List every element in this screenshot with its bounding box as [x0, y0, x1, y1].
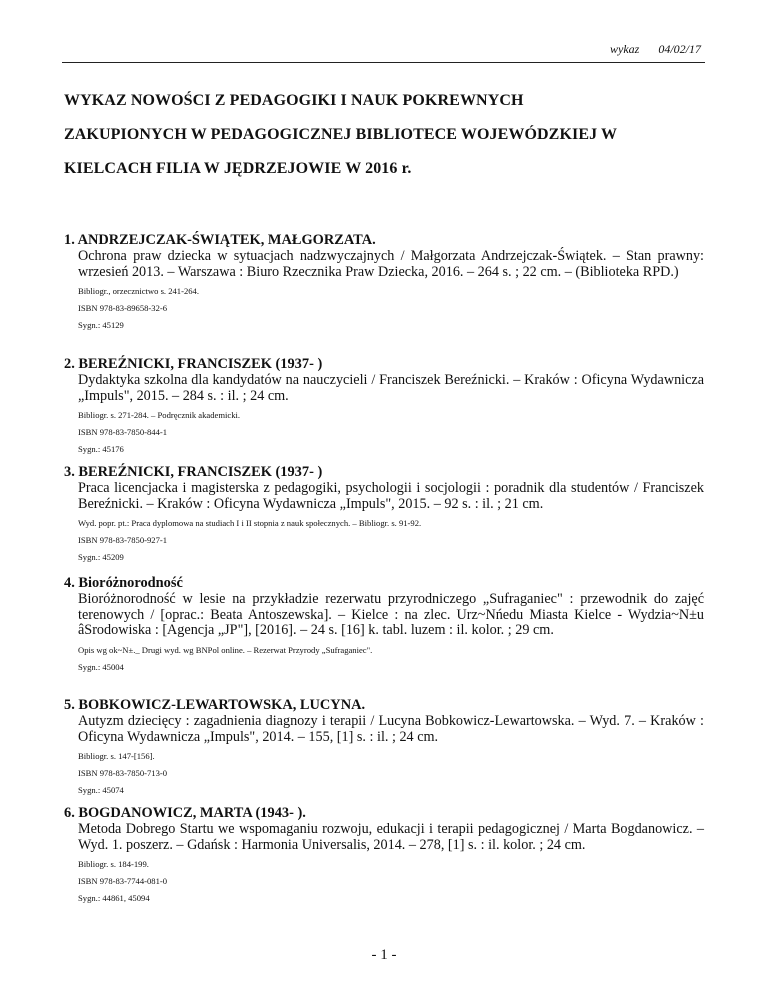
entry-note: Sygn.: 45074 [78, 785, 124, 795]
entry-3 [64, 464, 704, 562]
entry-description: Autyzm dziecięcy : zagadnienia diagnozy i terapii / Lucyna Bobkowicz-Lewartowska. – Wyd. 7. – Kraków : Oficyna Wydawnicza „Impuls", 2014. – 155, [1] s. : il. ; 24 cm. [78, 713, 704, 745]
entry-note: Bibliogr., orzecznictwo s. 241-264. [78, 286, 200, 296]
page-number: - 1 - [371, 947, 397, 963]
entry-description: Bioróżnorodność w lesie na przykładzie rezerwatu przyrodniczego „Sufraganiec" : przewodnik do zajęć terenowych / [oprac.: Beata Antoszewska]. – Kielce : na zlec. Urz~Nńedu Miasta Kielce - Wydzia~N±u âSrodowiska : [Agencja „JP"], [2016]. – 24 s. [16] k. tabl. luzem : il. kolor. ; 29 cm. [78, 591, 704, 638]
header-meta [610, 42, 701, 57]
entry-heading: 1. ANDRZEJCZAK-ŚWIĄTEK, MAŁGORZATA. [64, 232, 376, 248]
entry-note: Bibliogr. s. 184-199. [78, 859, 149, 869]
entry-4 [64, 575, 704, 672]
entry-heading: 6. BOGDANOWICZ, MARTA (1943- ). [64, 805, 306, 821]
entry-note: Sygn.: 45176 [78, 444, 124, 454]
entry-heading: 4. Bioróżnorodność [64, 575, 183, 591]
entry-note: Bibliogr. s. 147-[156]. [78, 751, 155, 761]
title-line-1: WYKAZ NOWOŚCI Z PEDAGOGIKI I NAUK POKREWNYCH [64, 92, 524, 109]
entry-note: Sygn.: 44861, 45094 [78, 893, 150, 903]
title-line-2: ZAKUPIONYCH W PEDAGOGICZNEJ BIBLIOTECE WOJEWÓDZKIEJ W [64, 126, 618, 143]
header-date: 04/02/17 [658, 42, 701, 56]
entry-note: ISBN 978-83-89658-32-6 [78, 303, 168, 313]
entry-description: Metoda Dobrego Startu we wspomaganiu rozwoju, edukacji i terapii pedagogicznej / Marta Bogdanowicz. – Wyd. 1. poszerz. – Gdańsk : Harmonia Universalis, 2014. – 278, [1] s. : il. kolor. ; 24 cm. [78, 821, 704, 853]
entry-note: Bibliogr. s. 271-284. – Podręcznik akademicki. [78, 410, 241, 420]
entry-description: Ochrona praw dziecka w sytuacjach nadzwyczajnych / Małgorzata Andrzejczak-Świątek. – Stan prawny: wrzesień 2013. – Warszawa : Biuro Rzecznika Praw Dziecka, 2016. – 264 s. ; 22 cm. – (Biblioteka RPD.) [78, 248, 704, 280]
entry-heading: 2. BEREŹNICKI, FRANCISZEK (1937- ) [64, 356, 323, 372]
entry-note: Wyd. popr. pt.: Praca dyplomowa na studiach I i II stopnia z nauk społecznych. – Bibliogr. s. 91-92. [78, 518, 422, 528]
entry-heading: 5. BOBKOWICZ-LEWARTOWSKA, LUCYNA. [64, 697, 366, 713]
entry-note: Sygn.: 45129 [78, 320, 124, 330]
entry-description: Praca licencjacka i magisterska z pedagogiki, psychologii i socjologii : poradnik dla studentów / Franciszek Bereźnicki. – Kraków : Oficyna Wydawnicza „Impuls", 2015. – 92 s. : il. ; 21 cm. [78, 480, 704, 512]
entry-1 [64, 232, 704, 330]
entry-note: ISBN 978-83-7850-844-1 [78, 427, 168, 437]
entry-5 [64, 697, 704, 795]
entry-heading: 3. BEREŹNICKI, FRANCISZEK (1937- ) [64, 464, 323, 480]
entry-note: ISBN 978-83-7744-081-0 [78, 876, 168, 886]
entry-note: ISBN 978-83-7850-927-1 [78, 535, 168, 545]
title-line-3: KIELCACH FILIA W JĘDRZEJOWIE W 2016 r. [64, 160, 412, 177]
header-label: wykaz [610, 42, 640, 56]
entry-note: Sygn.: 45209 [78, 552, 124, 562]
page-header [62, 40, 705, 63]
entry-note: Sygn.: 45004 [78, 661, 124, 672]
entry-note: ISBN 978-83-7850-713-0 [78, 768, 168, 778]
entry-6 [64, 805, 704, 903]
entry-note: Opis wg ok~N±._ Drugi wyd. wg BNPol online. – Rezerwat Przyrody „Sufraganiec". [78, 644, 373, 655]
entry-description: Dydaktyka szkolna dla kandydatów na nauczycieli / Franciszek Bereźnicki. – Kraków : Oficyna Wydawnicza „Impuls", 2015. – 284 s. : il. ; 24 cm. [78, 372, 704, 404]
entry-2 [64, 356, 704, 454]
